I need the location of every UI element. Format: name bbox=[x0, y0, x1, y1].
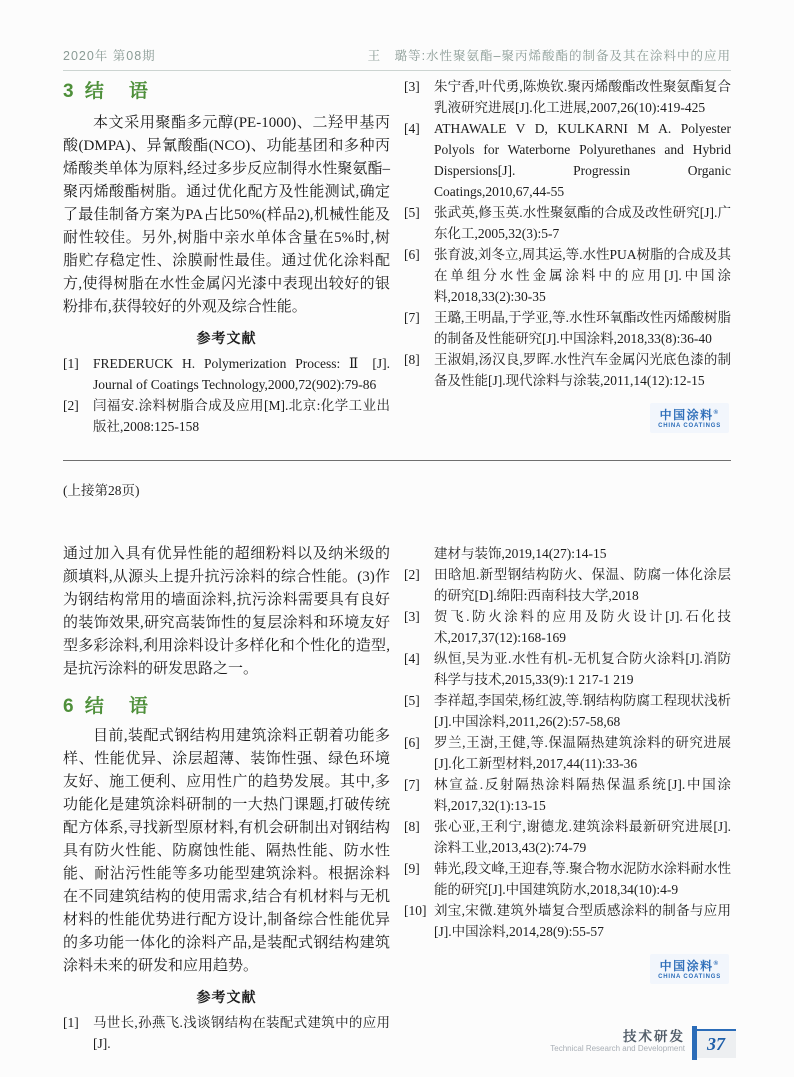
reference-item bbox=[404, 564, 731, 606]
china-coatings-logo bbox=[650, 954, 729, 984]
reference-text: 纵恒,吴为亚.水性有机-无机复合防火涂料[J].消防科学与技术,2015,33(9):1 217-1 219 bbox=[434, 651, 731, 687]
logo-cn-row bbox=[658, 958, 721, 973]
footer-section-subtitle: Technical Research and Development bbox=[550, 1044, 685, 1053]
reference-item bbox=[404, 118, 731, 202]
footer-section-title: 技术研发 bbox=[623, 1029, 685, 1044]
references-title: 参考文献 bbox=[196, 989, 257, 1005]
reference-text: 田晗旭.新型钢结构防火、保温、防腐一体化涂层的研究[D].绵阳:西南科技大学,2018 bbox=[434, 567, 731, 603]
reference-item bbox=[63, 1012, 390, 1054]
section-heading-3: 3 结 语 bbox=[63, 81, 151, 102]
reference-text: ATHAWALE V D, KULKARNI M A. Polyester Polyols for Waterborne Polyurethanes and Hybrid Dispersions[J]. Progressin Organic Coatings,2010,67,44-55 bbox=[434, 121, 731, 199]
reference-text: 刘宝,宋微.建筑外墙复合型质感涂料的制备与应用[J].中国涂料,2014,28(9):55-57 bbox=[434, 903, 731, 939]
reference-text: 韩光,段文峰,王迎春,等.聚合物水泥防水涂料耐水性能的研究[J].中国建筑防水,2018,34(10):4-9 bbox=[434, 861, 731, 897]
reference-item bbox=[404, 349, 731, 391]
reference-item bbox=[63, 395, 390, 437]
reference-item bbox=[404, 202, 731, 244]
reference-text: 闫福安.涂料树脂合成及应用[M].北京:化学工业出版社,2008:125-158 bbox=[93, 398, 390, 434]
reference-text: 李祥超,李国荣,杨红波,等.钢结构防腐工程现状浅析[J].中国涂料,2011,26(2):57-58,68 bbox=[434, 693, 731, 729]
section-heading-6: 6 结 语 bbox=[63, 696, 151, 717]
article2-continued-paragraph: 通过加入具有优异性能的超细粉料以及纳米级的颜填料,从源头上提升抗污涂料的综合性能。(3)作为钢结构常用的墙面涂料,抗污涂料需要具有良好的装饰效果,研究高装饰性的复层涂料和环境友好型多彩涂料,利用涂料设计多样化和个性化的造型,是抗污涂料的研发思路之一。 bbox=[63, 546, 390, 677]
reference-number: [10] bbox=[404, 903, 427, 918]
logo-cn-text: 中国涂料 bbox=[659, 959, 714, 973]
reference-text: 朱宁香,叶代勇,陈焕钦.聚丙烯酸酯改性聚氨酯复合乳液研究进展[J].化工进展,2007,26(10):419-425 bbox=[434, 79, 731, 115]
reference-number: [6] bbox=[404, 247, 420, 262]
reference-number: [4] bbox=[404, 651, 420, 666]
article1-left-column bbox=[63, 76, 390, 437]
logo-trademark-icon: ® bbox=[713, 961, 720, 967]
reference-number: [1] bbox=[63, 356, 79, 371]
reference-text: 罗兰,王澍,王健,等.保温隔热建筑涂料的研究进展[J].化工新型材料,2017,44(11):33-36 bbox=[434, 735, 731, 771]
page-number: 37 bbox=[707, 1034, 725, 1054]
page-header bbox=[63, 46, 731, 71]
reference-item bbox=[404, 858, 731, 900]
header-running-title: 王 璐等:水性聚氨酯–聚丙烯酸酯的制备及其在涂料中的应用 bbox=[367, 49, 731, 63]
header-issue: 2020年 第08期 bbox=[63, 49, 156, 63]
reference-number: [8] bbox=[404, 352, 420, 367]
article1-right-column bbox=[404, 76, 731, 437]
reference-text: 王淑娟,汤汉良,罗晖.水性汽车金属闪光底色漆的制备及性能[J].现代涂料与涂装,2011,14(12):12-15 bbox=[434, 352, 731, 388]
reference-text: FREDERUCK H. Polymerization Process: Ⅱ [J]. Journal of Coatings Technology,2000,72(902):79-86 bbox=[93, 356, 390, 392]
reference-number: [5] bbox=[404, 205, 420, 220]
page-number-bar bbox=[692, 1026, 697, 1060]
footer-section-labels bbox=[550, 1029, 685, 1054]
reference-number: [7] bbox=[404, 777, 420, 792]
reference-text: 林宣益.反射隔热涂料隔热保温系统[J].中国涂料,2017,32(1):13-15 bbox=[434, 777, 731, 813]
reference-item bbox=[404, 900, 731, 942]
article1-paragraph: 本文采用聚酯多元醇(PE-1000)、二羟甲基丙酸(DMPA)、异氰酸酯(NCO)、功能基团和多种丙烯酸类单体为原料,经过多步反应制得水性聚氨酯–聚丙烯酸酯树脂。通过优化配方及性能测试,确定了最佳制备方案为PA占比50%(样品2),机械性能及耐性较佳。另外,树脂中亲水单体含量在5%时,树脂贮存稳定性、涂膜耐性最佳。通过优化涂料配方,使得树脂在水性金属闪光漆中表现出较好的银粉排布,获得较好的外观及综合性能。 bbox=[63, 115, 390, 315]
reference-number: [5] bbox=[404, 693, 420, 708]
reference-item bbox=[404, 244, 731, 307]
page-footer bbox=[550, 1029, 736, 1058]
reference-item bbox=[404, 816, 731, 858]
article2-paragraph: 目前,装配式钢结构用建筑涂料正朝着功能多样、性能优异、涂层超薄、装饰性强、绿色环境友好、施工便利、应用性广的趋势发展。其中,多功能化是建筑涂料研制的一大热门课题,打破传统配方体系,寻找新型原材料,有机会研制出对钢结构具有防火性能、防腐蚀性能、隔热性能、防水性能、耐沾污性能等多功能型建筑涂料。根据涂料在不同建筑结构的使用需求,结合有机材料与无机材料的性能优势进行配方设计,制备综合性能优异的多功能一体化的涂料产品,是装配式钢结构建筑涂料未来的研发和应用趋势。 bbox=[63, 728, 390, 974]
reference-item bbox=[404, 307, 731, 349]
logo-cn-text: 中国涂料 bbox=[659, 408, 714, 422]
reference-continuation-text: 建材与装饰,2019,14(27):14-15 bbox=[434, 546, 607, 561]
logo-en-text: CHINA COATINGS bbox=[658, 423, 721, 429]
page-number-box bbox=[692, 1029, 736, 1058]
reference-item bbox=[404, 774, 731, 816]
reference-text: 张心亚,王利宁,谢德龙.建筑涂料最新研究进展[J].涂料工业,2013,43(2):74-79 bbox=[434, 819, 731, 855]
reference-item bbox=[63, 353, 390, 395]
reference-item bbox=[404, 690, 731, 732]
reference-number: [2] bbox=[404, 567, 420, 582]
article2-right-column bbox=[404, 543, 731, 1054]
reference-text: 王璐,王明晶,于学亚,等.水性环氧酯改性丙烯酸树脂的制备及性能研究[J].中国涂料,2018,33(8):36-40 bbox=[434, 310, 731, 346]
reference-number: [7] bbox=[404, 310, 420, 325]
reference-number: [8] bbox=[404, 819, 420, 834]
reference-item bbox=[404, 76, 731, 118]
reference-item bbox=[404, 732, 731, 774]
article2-left-column bbox=[63, 543, 390, 1054]
reference-number: [3] bbox=[404, 79, 420, 94]
reference-item bbox=[404, 648, 731, 690]
china-coatings-logo bbox=[650, 403, 729, 433]
reference-text: 张武英,修玉英.水性聚氨酯的合成及改性研究[J].广东化工,2005,32(3):5-7 bbox=[434, 205, 731, 241]
reference-number: [6] bbox=[404, 735, 420, 750]
logo-trademark-icon: ® bbox=[713, 410, 720, 416]
continued-from-note: (上接第28页) bbox=[63, 483, 140, 498]
reference-number: [9] bbox=[404, 861, 420, 876]
reference-text: 贺飞.防火涂料的应用及防火设计[J].石化技术,2017,37(12):168-169 bbox=[434, 609, 731, 645]
reference-text: 马世长,孙燕飞.浅谈钢结构在装配式建筑中的应用[J]. bbox=[93, 1015, 390, 1051]
logo-cn-row bbox=[658, 407, 721, 422]
references-title: 参考文献 bbox=[196, 330, 257, 346]
article2-columns bbox=[63, 543, 731, 1054]
logo-en-text: CHINA COATINGS bbox=[658, 974, 721, 980]
reference-number: [1] bbox=[63, 1015, 79, 1030]
reference-number: [3] bbox=[404, 609, 420, 624]
reference-text: 张育波,刘冬立,周其运,等.水性PUA树脂的合成及其在单组分水性金属涂料中的应用[J].中国涂料,2018,33(2):30-35 bbox=[434, 247, 732, 304]
reference-number: [4] bbox=[404, 121, 420, 136]
article1-columns bbox=[63, 76, 731, 437]
reference-number: [2] bbox=[63, 398, 79, 413]
article-divider-line bbox=[63, 460, 731, 461]
reference-item bbox=[404, 606, 731, 648]
